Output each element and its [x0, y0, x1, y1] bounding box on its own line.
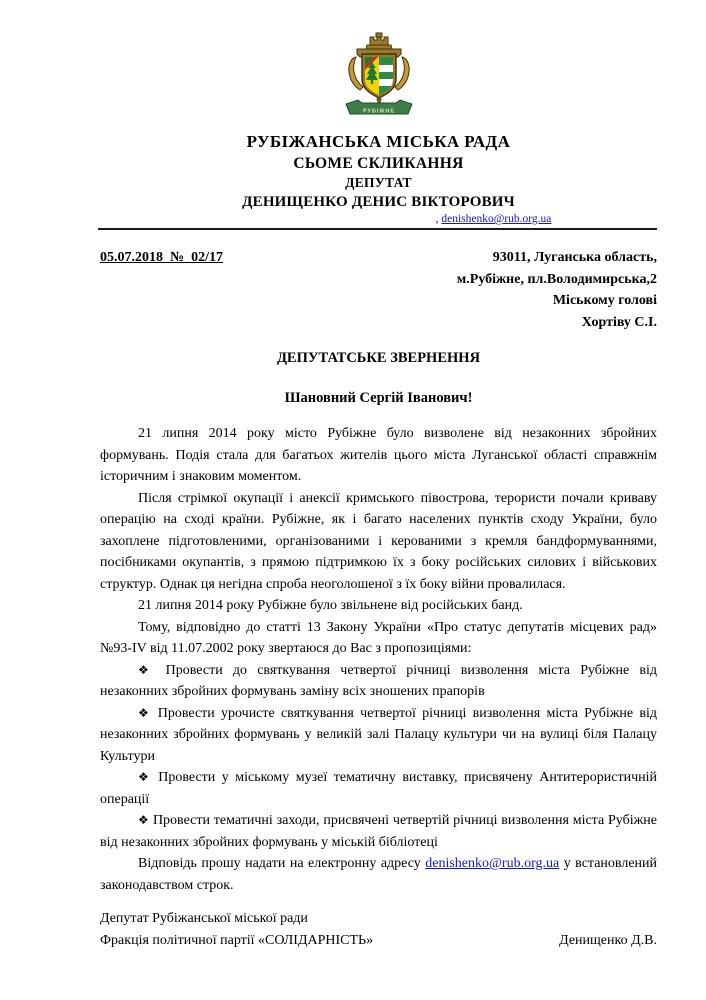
- closing-text-before: Відповідь прошу надати на електронну адресу: [138, 856, 421, 871]
- signature-role-line: Депутат Рубіжанської міської ради: [100, 911, 308, 926]
- letter-body: [100, 423, 657, 896]
- divider-line: [98, 228, 657, 230]
- letterhead: [100, 0, 657, 226]
- closing-email-link[interactable]: denishenko@rub.org.ua: [425, 856, 560, 871]
- addressee-line-position: Міському голові: [552, 293, 657, 308]
- addressee-block: [457, 247, 657, 333]
- convocation: СЬОМЕ СКЛИКАННЯ: [293, 155, 464, 172]
- rubizhne-coat-of-arms: [100, 32, 657, 120]
- document-title: ДЕПУТАТСЬКЕ ЗВЕРНЕННЯ: [276, 350, 481, 366]
- bullet-diamond-icon: ❖: [138, 770, 152, 784]
- signature-faction-line: Фракція політичної партії «СОЛІДАРНІСТЬ»: [100, 933, 374, 948]
- proposal-item-celebration: [100, 703, 657, 768]
- paragraph-freed: 21 липня 2014 року Рубіжне було звільнене від російських банд.: [138, 598, 523, 613]
- contact-separator: ,: [435, 213, 442, 225]
- header-email-link[interactable]: denishenko@rub.org.ua: [441, 213, 552, 225]
- paragraph-liberation: 21 липня 2014 року місто Рубіжне було визволене від незаконних збройних формувань. Подія стала для багатьох жителів цього міста Луганської області справжнім історичним і знаковим моментом.: [100, 426, 657, 484]
- closing-text-after: у встановлений законодавством строк.: [100, 856, 658, 893]
- proposal-item-museum: [100, 767, 657, 810]
- proposal-text: Провести до святкування четвертої річниці визволення міста Рубіжне від незаконних збройних формувань заміну всіх зношених прапорів: [100, 662, 658, 699]
- proposal-item-library: [100, 810, 657, 853]
- paragraph-occupation: Після стрімкої окупації і анексії кримського півострова, терористи почали криваву операцію на сході країни. Рубіжне, як і багато населених пунктів сходу України, було захоплене підготовленими, організованими і керованими з кремля бандформуваннями, посібниками окупантів, з прямою підтримкою їх з боку російських силових і військових структур. Однак ця негідна спроба неоголошеної з їх боку війни провалилася.: [100, 490, 657, 592]
- signer-name: Денищенко Д.В.: [559, 933, 657, 948]
- proposal-item-flags: [100, 660, 657, 703]
- addressee-line-address: м.Рубіжне, пл.Володимирська,2: [456, 271, 657, 287]
- proposal-text: Провести урочисте святкування четвертої річниці визволення міста Рубіжне від незаконних збройних формувань у великій залі Палацу культури чи на вулиці біля Палацу Культури: [100, 705, 658, 764]
- salutation: Шановний Сергій Іванович!: [284, 390, 473, 406]
- emblem-ribbon-text: РУБІЖНЕ: [362, 108, 395, 115]
- closing-paragraph: [100, 853, 657, 896]
- bullet-diamond-icon: ❖: [138, 662, 156, 677]
- bullet-diamond-icon: ❖: [138, 813, 150, 827]
- doc-date-number: 05.07.2018 № 02/17: [100, 250, 223, 265]
- paragraph-law-intro: Тому, відповідно до статті 13 Закону України «Про статус депутатів місцевих рад» №93-IV від 11.07.2002 року звертаюся до Вас з пропозиціями:: [100, 619, 657, 656]
- council-name: РУБІЖАНСЬКА МІСЬКА РАДА: [246, 132, 511, 151]
- signature-block: [100, 908, 657, 952]
- proposal-text: Провести тематичні заходи, присвячені четвертій річниці визволення міста Рубіжне від незаконних збройних формувань у міській бібліотеці: [100, 813, 658, 850]
- reference-row: [100, 247, 657, 333]
- deputy-role: ДЕПУТАТ: [345, 175, 412, 190]
- contact-line: [100, 212, 657, 226]
- addressee-line-person: Хортіву С.І.: [581, 314, 657, 330]
- deputy-name: ДЕНИЩЕНКО ДЕНИС ВІКТОРОВИЧ: [242, 194, 515, 210]
- proposal-text: Провести у міському музеї тематичну виставку, присвячену Антитерористичній операції: [100, 770, 658, 807]
- addressee-line-region: 93011, Луганська область,: [492, 250, 657, 265]
- bullet-diamond-icon: ❖: [138, 705, 152, 720]
